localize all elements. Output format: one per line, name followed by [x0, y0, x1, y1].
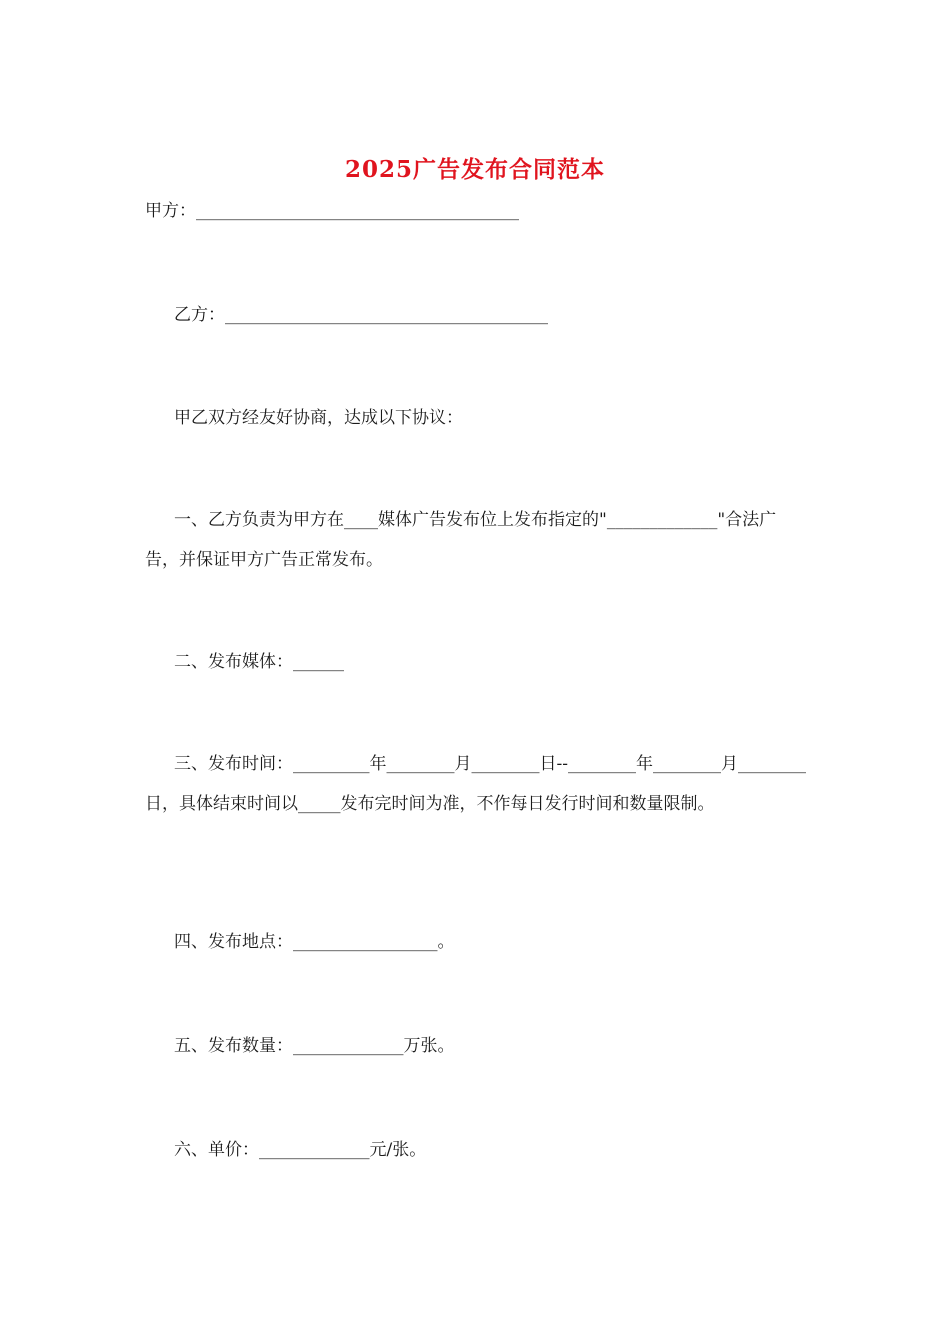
intro-paragraph: 甲乙双方经友好协商，达成以下协议： — [174, 408, 463, 428]
document-title: 2025广告发布合同范本 — [344, 156, 605, 183]
clause-6: 六、单价：_____________元/张。 — [174, 1140, 427, 1160]
party-a-line: 甲方：______________________________________ — [145, 201, 519, 221]
clause-1-text: 一、乙方负责为甲方在____媒体广告发布位上发布指定的"_____________"合法广告，并保证甲方广告正常发布。 — [145, 510, 777, 570]
party-b-line: 乙方：______________________________________ — [174, 305, 548, 325]
clause-5: 五、发布数量：_____________万张。 — [174, 1036, 455, 1056]
clause-4: 四、发布地点：_________________。 — [174, 932, 455, 952]
clause-3-text: 三、发布时间：_________年________月________日--________年________月________日，具体结束时间以_____发布完时间为准，不作每日发行时间和数量限制。 — [145, 754, 806, 814]
clause-1 — [145, 500, 810, 580]
clause-2: 二、发布媒体：______ — [174, 652, 344, 672]
clause-3 — [145, 744, 810, 824]
